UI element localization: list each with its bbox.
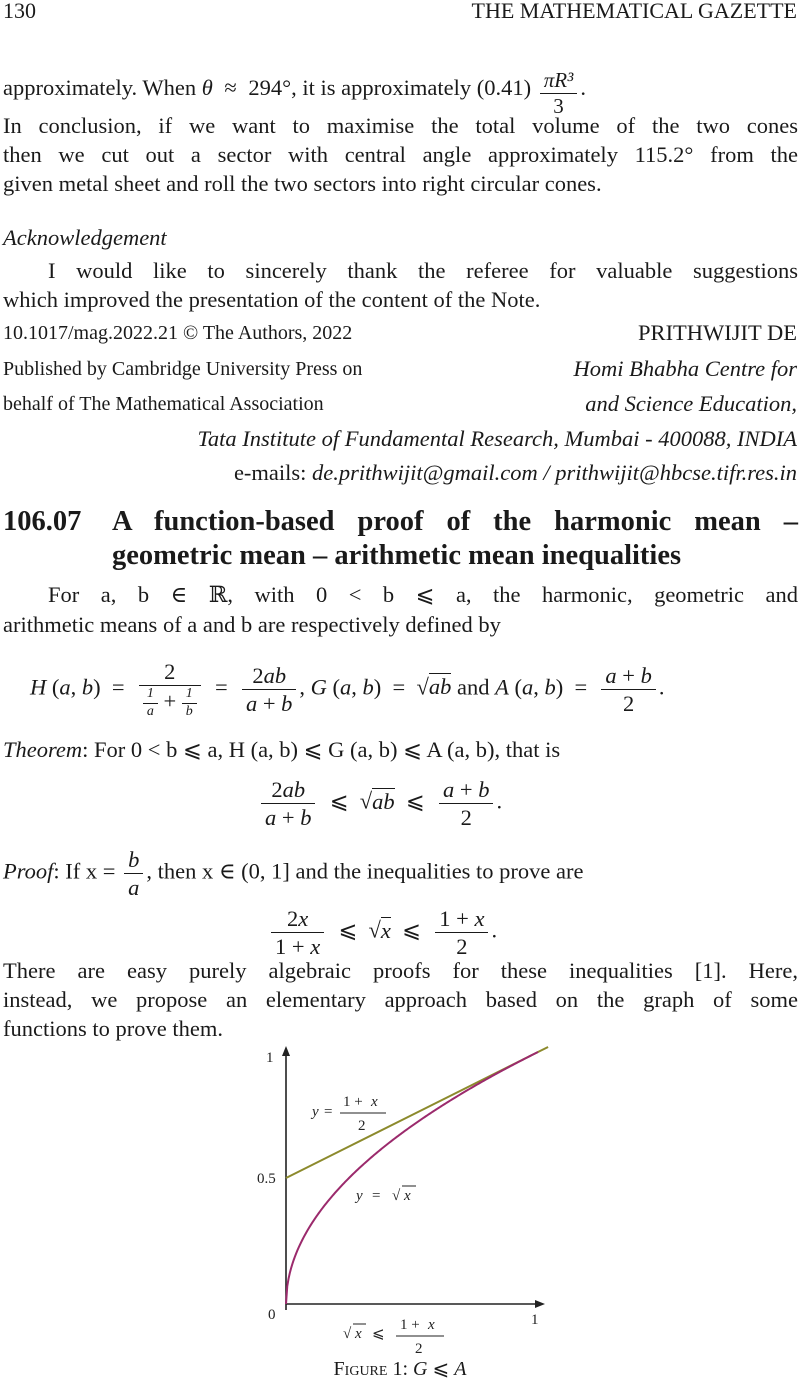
note-title-line-1: A function-based proof of the harmonic mean –	[112, 506, 798, 537]
series-line-sqrt	[286, 1052, 538, 1304]
email-addresses: de.prithwijit@gmail.com / prithwijit@hbcse.tifr.res.in	[312, 460, 797, 485]
figure-1-chart	[0, 1040, 800, 1360]
sqrt-series-label	[354, 1186, 416, 1204]
running-header: THE MATHEMATICAL GAZETTE	[471, 0, 797, 23]
svg-text:1 +: 1 +	[400, 1317, 420, 1333]
conclusion-line-2: then we cut out a sector with central angle approximately 115.2° from the	[3, 142, 798, 167]
volume-fraction: $\frac{\text{πR³}}{3}$	[540, 68, 578, 119]
svg-text:=: =	[324, 1104, 333, 1120]
closing-line-2: instead, we propose an elementary approach based on the graph of some	[3, 987, 798, 1012]
svg-text:=: =	[372, 1188, 381, 1204]
figure-caption: Figure 1: G ⩽ A	[333, 1358, 467, 1380]
closing-line-1: There are easy purely algebraic proofs for these inequalities [1]. Here,	[3, 958, 798, 983]
ack-line-1: I would like to sincerely thank the referee for valuable suggestions	[48, 258, 798, 283]
proof-inequality: $\frac{2x}{1 + x}$ ⩽ √x ⩽ $\frac{1 + x}{2}$ .	[268, 905, 497, 960]
doi-line: 10.1017/mag.2022.21 © The Authors, 2022	[3, 322, 353, 344]
y-axis-arrow	[282, 1046, 290, 1056]
ack-line-2: which improved the presentation of the content of the Note.	[3, 287, 541, 312]
y-tick-label-0: 0	[268, 1307, 276, 1323]
inequality-annotation	[343, 1317, 444, 1357]
proof-label: Proof	[3, 858, 54, 884]
svg-text:2: 2	[358, 1118, 366, 1134]
emails-line: e-mails: de.prithwijit@gmail.com / prithwijit@hbcse.tifr.res.in	[233, 460, 797, 485]
svg-text:y: y	[312, 1104, 319, 1120]
svg-text:y: y	[356, 1188, 363, 1204]
svg-text:√: √	[392, 1188, 401, 1204]
means-definition: H (a, b) = 2 $\frac{1}{a}$ + $\frac{1}{b}$ = $\frac{2ab}{a + b}$ , G (a, b) = √ab and A (a, b) = $\frac{a + b}{2}$ .	[30, 659, 665, 719]
svg-text:⩽: ⩽	[372, 1326, 385, 1342]
note-number: 106.07	[3, 506, 82, 537]
svg-text:x: x	[404, 1188, 411, 1204]
svg-text:√: √	[343, 1326, 352, 1342]
conclusion-line-3: given metal sheet and roll the two sectors into right circular cones.	[3, 171, 602, 196]
axes	[282, 1046, 545, 1310]
x-tick-label-1: 1	[531, 1312, 539, 1328]
publisher-line-1: Published by Cambridge University Press on	[3, 358, 363, 380]
intro-line-2: arithmetic means of a and b are respectively defined by	[3, 612, 501, 637]
author-name: PRITHWIJIT DE	[638, 320, 797, 345]
x-axis-arrow	[535, 1300, 545, 1308]
approx-line: approximately. When θ ≈ 294°, it is approximately (0.41) $\frac{\text{πR³}}{3}$ .	[3, 68, 586, 119]
svg-text:2: 2	[415, 1341, 423, 1357]
y-tick-label-1: 1	[266, 1050, 274, 1066]
proof-line: Proof: If x = $\frac{b}{a}$ , then x ∈ (0, 1] and the inequalities to prove are	[3, 847, 584, 900]
theorem-label: Theorem	[3, 737, 83, 762]
affiliation-3: Tata Institute of Fundamental Research, Mumbai - 400088, INDIA	[197, 426, 797, 451]
ack-heading: Acknowledgement	[3, 225, 167, 250]
svg-text:1 +: 1 +	[343, 1094, 363, 1110]
note-title-line-2: geometric mean – arithmetic mean inequalities	[112, 540, 682, 571]
y-tick-label-05: 0.5	[257, 1171, 276, 1187]
page-number: 130	[3, 0, 36, 23]
line-series-label	[310, 1094, 386, 1134]
publisher-line-2: behalf of The Mathematical Association	[3, 393, 324, 415]
closing-line-3: functions to prove them.	[3, 1016, 223, 1041]
affiliation-2: and Science Education,	[585, 391, 797, 416]
svg-text:x: x	[428, 1317, 435, 1333]
svg-text:x: x	[371, 1094, 378, 1110]
theorem-inequality: $\frac{2ab}{a + b}$ ⩽ √ab ⩽ $\frac{a + b}{2}$ .	[258, 776, 502, 831]
intro-line-1: For a, b ∈ ℝ, with 0 < b ⩽ a, the harmonic, geometric and	[48, 582, 798, 607]
svg-text:x: x	[355, 1326, 362, 1342]
conclusion-line-1: In conclusion, if we want to maximise the total volume of the two cones	[3, 113, 798, 138]
affiliation-1: Homi Bhabha Centre for	[573, 356, 797, 381]
theorem-line: Theorem: For 0 < b ⩽ a, H (a, b) ⩽ G (a, b) ⩽ A (a, b), that is	[3, 737, 561, 762]
